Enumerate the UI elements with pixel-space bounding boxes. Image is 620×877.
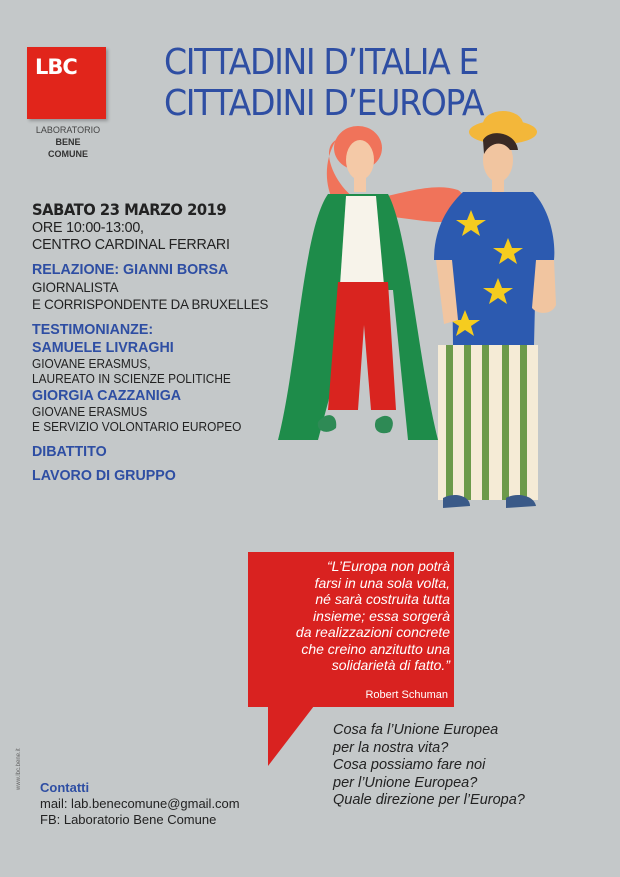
event-place: CENTRO CARDINAL FERRARI bbox=[32, 236, 230, 253]
contacts-facebook[interactable]: FB: Laboratorio Bene Comune bbox=[40, 812, 217, 827]
relazione-heading: RELAZIONE: GIANNI BORSA bbox=[32, 261, 229, 278]
question-line: Cosa fa l’Unione Europea bbox=[333, 722, 499, 738]
stripe bbox=[482, 345, 489, 500]
event-date: SABATO 23 MARZO 2019 bbox=[32, 200, 227, 219]
quote-text bbox=[260, 558, 450, 674]
quote-line: solidarietà di fatto.” bbox=[331, 657, 450, 673]
event-info bbox=[32, 200, 292, 485]
relazione-line1: GIORNALISTA bbox=[32, 279, 119, 295]
stripe bbox=[464, 345, 471, 500]
contacts bbox=[40, 780, 240, 828]
woman-neck bbox=[354, 174, 366, 192]
quote-line: né sarà costruita tutta bbox=[315, 591, 450, 607]
contacts-heading: Contatti bbox=[40, 780, 90, 795]
speaker1-line1: GIOVANE ERASMUS, bbox=[32, 357, 151, 371]
logo-caption-line2: BENE bbox=[55, 137, 81, 147]
man-arm bbox=[532, 260, 556, 313]
speaker2-name: GIORGIA CAZZANIGA bbox=[32, 387, 182, 404]
question-line: per la nostra vita? bbox=[333, 739, 449, 756]
questions bbox=[333, 722, 525, 810]
quote-line: da realizzazioni concrete bbox=[295, 624, 450, 640]
event-time: ORE 10:00-13:00, bbox=[32, 219, 144, 236]
question-line: Cosa possiamo fare noi bbox=[333, 757, 486, 773]
logo-caption-line3: COMUNE bbox=[48, 149, 88, 159]
logo-letters: LBC bbox=[35, 55, 77, 79]
quote-line: insieme; essa sorgerà bbox=[313, 607, 450, 624]
testimonianze-heading: TESTIMONIANZE: bbox=[32, 321, 154, 338]
stripe bbox=[502, 345, 509, 500]
woman-pants bbox=[328, 282, 396, 410]
speaker2-line2: E SERVIZIO VOLONTARIO EUROPEO bbox=[32, 420, 242, 434]
stripe bbox=[446, 345, 453, 500]
quote-line: che creino anzitutto una bbox=[301, 640, 450, 657]
speaker1-name: SAMUELE LIVRAGHI bbox=[32, 339, 174, 356]
speaker1-line2: LAUREATO IN SCIENZE POLITICHE bbox=[32, 372, 231, 386]
logo-caption bbox=[22, 124, 114, 160]
question-line: Quale direzione per l’Europa? bbox=[333, 792, 525, 808]
man-neck bbox=[492, 178, 504, 192]
lbc-logo bbox=[27, 47, 106, 119]
woman-shoe-right bbox=[375, 416, 393, 433]
logo-caption-line1: LABORATORIO bbox=[35, 125, 101, 135]
title-line2: CITTADINI D’EUROPA bbox=[164, 83, 484, 124]
contacts-email[interactable]: mail: lab.benecomune@gmail.com bbox=[40, 796, 240, 811]
stripe bbox=[520, 345, 527, 500]
vertical-url: www.lbc.bene.it bbox=[16, 748, 22, 790]
program-item1: DIBATTITO bbox=[32, 443, 107, 460]
quote-author: Robert Schuman bbox=[365, 689, 448, 701]
man-hat-crown bbox=[483, 111, 523, 137]
program-item2: LAVORO DI GRUPPO bbox=[32, 467, 176, 484]
quote-line: farsi in una sola volta, bbox=[314, 574, 450, 591]
quote-line: “L’Europa non potrà bbox=[327, 558, 450, 574]
relazione-line2: E CORRISPONDENTE DA BRUXELLES bbox=[32, 296, 269, 312]
question-line: per l’Unione Europea? bbox=[333, 774, 478, 791]
title-line1: CITTADINI D’ITALIA E bbox=[164, 42, 479, 83]
speaker2-line1: GIOVANE ERASMUS bbox=[32, 405, 148, 419]
quote-tail bbox=[268, 706, 314, 766]
two-people-illustration bbox=[258, 110, 578, 550]
